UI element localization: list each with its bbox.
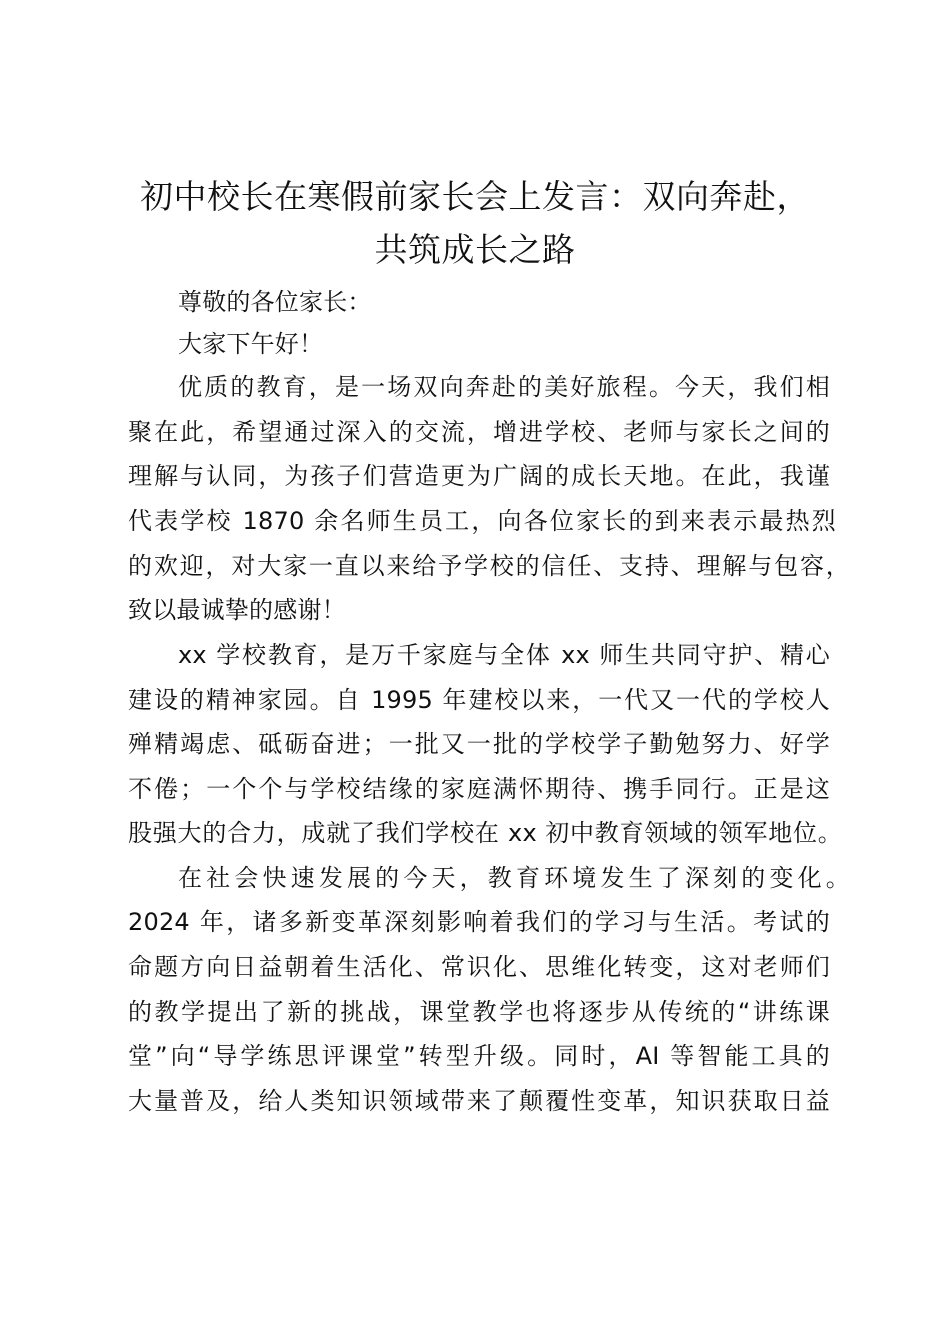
body-line: 殚精竭虑、砥砺奋进；一批又一批的学校学子勤勉努力、好学 (128, 730, 830, 758)
body-line: 大量普及，给人类知识领域带来了颠覆性变革，知识获取日益 (128, 1087, 830, 1115)
body-line: 的教学提出了新的挑战，课堂教学也将逐步从传统的“讲练课 (128, 998, 830, 1026)
body-line: 不倦；一个个与学校结缘的家庭满怀期待、携手同行。正是这 (128, 775, 830, 803)
body-line: 聚在此，希望通过深入的交流，增进学校、老师与家长之间的 (128, 418, 830, 446)
body-line: 命题方向日益朝着生活化、常识化、思维化转变，这对老师们 (128, 953, 830, 981)
title-line-1: 初中校长在寒假前家长会上发言：双向奔赴， (140, 177, 810, 216)
body-line: 优质的教育，是一场双向奔赴的美好旅程。今天，我们相 (178, 373, 830, 401)
body-line: 股强大的合力，成就了我们学校在 xx 初中教育领域的领军地位。 (128, 819, 842, 847)
body-line: 堂”向“导学练思评课堂”转型升级。同时，AI 等智能工具的 (128, 1042, 830, 1070)
body-line: 代表学校 1870 余名师生员工，向各位家长的到来表示最热烈 (128, 507, 836, 535)
document-title (100, 170, 850, 276)
body-line: 理解与认同，为孩子们营造更为广阔的成长天地。在此，我谨 (128, 462, 830, 490)
body-line: 2024 年，诸多新变革深刻影响着我们的学习与生活。考试的 (128, 908, 830, 936)
salutation: 尊敬的各位家长： (178, 288, 372, 316)
body-line: 建设的精神家园。自 1995 年建校以来，一代又一代的学校人 (128, 686, 830, 714)
body-line: 的欢迎，对大家一直以来给予学校的信任、支持、理解与包容， (128, 552, 850, 580)
body-line: 致以最诚挚的感谢！ (128, 596, 346, 624)
title-line-2: 共筑成长之路 (374, 230, 576, 269)
body-line: xx 学校教育，是万千家庭与全体 xx 师生共同守护、精心 (178, 641, 830, 669)
greeting: 大家下午好！ (178, 330, 324, 358)
body-line: 在社会快速发展的今天，教育环境发生了深刻的变化。 (178, 864, 850, 892)
